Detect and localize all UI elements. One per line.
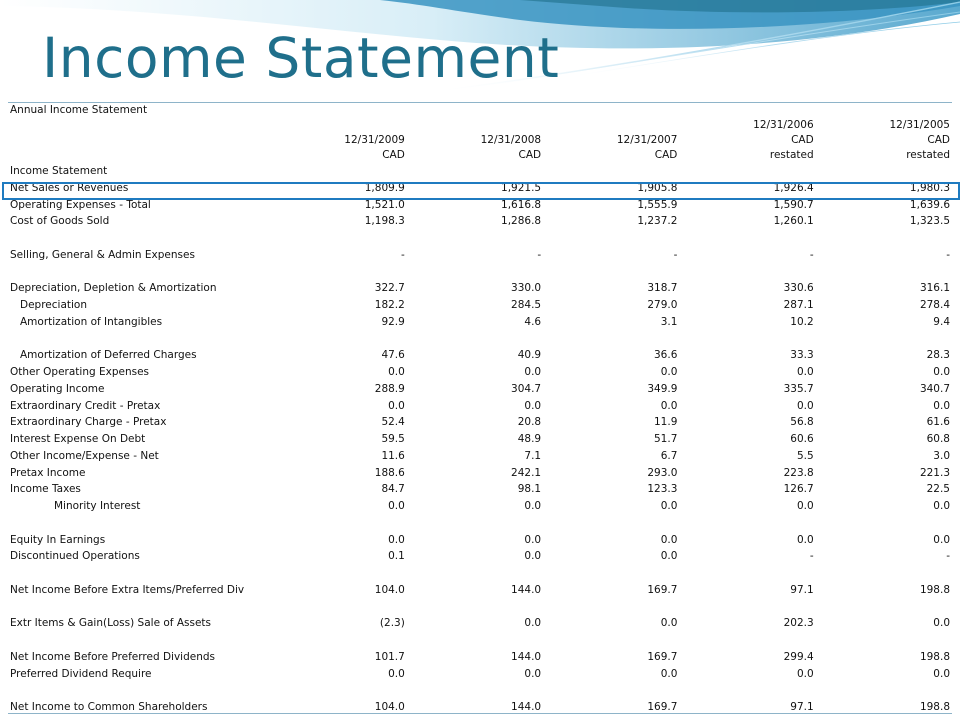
row-value: - — [809, 550, 814, 563]
row-value: 0.0 — [933, 399, 950, 412]
row-value: 0.1 — [388, 550, 405, 563]
row-value — [679, 565, 815, 582]
row-value: 0.0 — [796, 366, 814, 378]
blank-row — [8, 632, 952, 649]
row-label: Depreciation, Depletion & Amortization — [10, 282, 217, 295]
row-value: 316.1 — [919, 282, 950, 295]
row-value: 202.3 — [783, 617, 814, 630]
table-row — [8, 615, 952, 632]
row-value: 279.0 — [647, 299, 678, 311]
empty-cell — [679, 103, 815, 118]
row-label: Net Income to Common Shareholders — [10, 701, 208, 713]
row-value — [679, 230, 815, 247]
row-value: 0.0 — [660, 500, 678, 512]
empty-cell — [8, 148, 271, 163]
row-value: 1,980.3 — [909, 181, 950, 194]
row-value: 0.0 — [796, 399, 814, 412]
row-value: 59.5 — [381, 433, 405, 445]
column-header-date: CAD — [927, 134, 950, 146]
row-value: 3.0 — [933, 449, 950, 462]
row-value: 98.1 — [517, 483, 542, 496]
row-value — [407, 230, 543, 247]
row-label: Other Income/Expense - Net — [10, 449, 159, 462]
row-value: 182.2 — [374, 299, 405, 311]
row-value: 60.6 — [790, 433, 814, 445]
row-value — [271, 682, 407, 699]
blank-row — [8, 682, 952, 699]
row-value — [407, 599, 543, 616]
row-value: 144.0 — [511, 650, 542, 663]
row-label: Interest Expense On Debt — [10, 433, 146, 445]
table-row — [8, 213, 952, 230]
row-value — [816, 599, 952, 616]
row-value — [543, 682, 679, 699]
statement-heading: Annual Income Statement — [10, 104, 148, 116]
row-value: 104.0 — [374, 583, 405, 596]
row-value: - — [401, 248, 405, 261]
table-row — [8, 448, 952, 465]
row-value — [271, 565, 407, 582]
row-label — [8, 599, 271, 616]
row-value: 0.0 — [524, 667, 542, 680]
row-value: 0.0 — [388, 500, 405, 512]
row-value: 330.0 — [511, 282, 542, 295]
row-value: 60.8 — [926, 433, 950, 445]
column-header-top: 12/31/2006 — [753, 119, 814, 131]
column-header-date: 12/31/2008 — [480, 134, 542, 146]
row-value: 318.7 — [647, 282, 678, 295]
row-value: 0.0 — [388, 667, 405, 680]
row-value — [816, 230, 952, 247]
section-label-row — [8, 163, 952, 180]
row-value: 304.7 — [511, 382, 542, 395]
column-header-top — [543, 118, 679, 133]
row-label — [8, 264, 271, 281]
row-label: Preferred Dividend Require — [10, 667, 152, 680]
row-value: 1,237.2 — [637, 215, 678, 228]
slide-title: Income Statement — [42, 26, 560, 90]
table-row — [8, 297, 952, 314]
row-value: 0.0 — [388, 533, 405, 546]
empty-cell — [407, 163, 543, 180]
row-value — [543, 230, 679, 247]
row-value: 0.0 — [933, 533, 950, 546]
row-label: Depreciation — [20, 299, 87, 311]
row-value — [271, 264, 407, 281]
row-value: 1,809.9 — [364, 181, 405, 194]
row-value: 0.0 — [524, 366, 542, 378]
row-value: 0.0 — [796, 500, 814, 512]
row-value: 188.6 — [374, 466, 405, 479]
empty-cell — [816, 103, 952, 118]
row-value: 169.7 — [647, 701, 678, 713]
row-label: Selling, General & Admin Expenses — [10, 248, 195, 261]
row-label: Pretax Income — [10, 466, 86, 479]
row-value: 10.2 — [790, 315, 814, 328]
row-value: 1,555.9 — [637, 198, 678, 211]
row-value: 20.8 — [517, 416, 542, 429]
row-value — [543, 632, 679, 649]
row-value: 61.6 — [926, 416, 950, 429]
row-value: 47.6 — [381, 349, 405, 362]
empty-cell — [679, 163, 815, 180]
row-value: 0.0 — [388, 366, 405, 378]
row-value: 1,905.8 — [637, 181, 678, 194]
row-value: 3.1 — [660, 315, 678, 328]
row-value: 51.7 — [654, 433, 678, 445]
row-label: Operating Expenses - Total — [10, 198, 151, 211]
row-value: 104.0 — [374, 701, 405, 713]
row-value — [816, 264, 952, 281]
row-value: 6.7 — [660, 449, 678, 462]
row-value: 36.6 — [654, 349, 678, 362]
blank-row — [8, 599, 952, 616]
row-label: Other Operating Expenses — [10, 366, 150, 378]
row-value: 340.7 — [919, 382, 950, 395]
row-value: - — [946, 248, 950, 261]
row-value: 0.0 — [660, 550, 678, 563]
row-value: 0.0 — [660, 617, 678, 630]
row-value: 0.0 — [524, 617, 542, 630]
table-row — [8, 180, 952, 197]
table-row — [8, 532, 952, 549]
row-value — [816, 515, 952, 532]
income-statement-sheet — [8, 102, 952, 716]
column-header-date: CAD — [791, 134, 814, 146]
row-value: 330.6 — [783, 282, 814, 295]
row-value: 33.3 — [790, 349, 814, 362]
row-value: - — [537, 248, 542, 261]
empty-cell — [271, 163, 407, 180]
row-value: 97.1 — [790, 583, 814, 596]
row-label — [8, 682, 271, 699]
table-row — [8, 197, 952, 214]
row-value: 11.9 — [654, 416, 678, 429]
row-value: 101.7 — [374, 650, 405, 663]
table-row — [8, 381, 952, 398]
row-value — [271, 515, 407, 532]
row-value: 0.0 — [388, 399, 405, 412]
row-label — [8, 565, 271, 582]
row-label: Operating Income — [10, 382, 105, 395]
table-row — [8, 314, 952, 331]
row-label: Amortization of Intangibles — [20, 315, 163, 328]
row-value: 1,198.3 — [364, 215, 405, 228]
row-value — [543, 565, 679, 582]
row-value: 0.0 — [524, 550, 542, 563]
row-label: Discontinued Operations — [10, 550, 140, 563]
row-value — [407, 682, 543, 699]
column-header-currency: restated — [769, 149, 814, 161]
row-value: 322.7 — [374, 282, 405, 295]
row-value: 221.3 — [919, 466, 950, 479]
empty-cell — [543, 163, 679, 180]
row-value: 92.9 — [381, 315, 405, 328]
column-header-currency: restated — [906, 149, 950, 161]
row-value: 169.7 — [647, 583, 678, 596]
row-value: 0.0 — [933, 500, 950, 512]
row-value: 11.6 — [381, 449, 405, 462]
row-value — [543, 515, 679, 532]
empty-cell — [543, 103, 679, 118]
row-label: Extraordinary Charge - Pretax — [10, 416, 167, 429]
row-value: 1,323.5 — [909, 215, 950, 228]
row-value: 7.1 — [524, 449, 542, 462]
column-header-top: 12/31/2005 — [889, 119, 950, 131]
row-label: Extraordinary Credit - Pretax — [10, 399, 161, 412]
table-row — [8, 431, 952, 448]
row-label: Income Taxes — [10, 483, 81, 496]
row-value: 299.4 — [783, 650, 814, 663]
table-row — [8, 280, 952, 297]
row-value: 48.9 — [517, 433, 542, 445]
row-value — [679, 515, 815, 532]
row-value: 288.9 — [374, 382, 405, 395]
row-value: 0.0 — [796, 667, 814, 680]
table-row — [8, 347, 952, 364]
column-header-row-date — [8, 133, 952, 148]
row-value: 22.5 — [926, 483, 950, 496]
row-value: - — [809, 248, 814, 261]
blank-row — [8, 565, 952, 582]
row-value: 144.0 — [511, 583, 542, 596]
table-row — [8, 548, 952, 565]
blank-row — [8, 331, 952, 348]
column-header-currency: CAD — [654, 149, 678, 161]
row-value: 0.0 — [660, 533, 678, 546]
table-row — [8, 465, 952, 482]
row-value — [407, 565, 543, 582]
row-value — [543, 331, 679, 348]
row-value: 1,521.0 — [364, 198, 405, 211]
row-value: 97.1 — [790, 701, 814, 713]
row-value — [679, 632, 815, 649]
row-value: 198.8 — [919, 583, 950, 596]
row-value — [407, 264, 543, 281]
section-label: Income Statement — [10, 165, 108, 177]
table-row — [8, 364, 952, 381]
row-label: Extr Items & Gain(Loss) Sale of Assets — [10, 617, 212, 630]
column-header-date: 12/31/2007 — [616, 134, 678, 146]
empty-cell — [8, 133, 271, 148]
row-value: 1,921.5 — [501, 181, 542, 194]
row-label — [8, 632, 271, 649]
statement-heading-row — [8, 103, 952, 118]
income-statement-table — [8, 103, 952, 716]
row-value: 1,286.8 — [501, 215, 542, 228]
row-value: 1,639.6 — [909, 198, 950, 211]
row-value: 0.0 — [660, 667, 678, 680]
row-value: 56.8 — [790, 416, 814, 429]
row-value: - — [946, 550, 950, 563]
row-label: Net Income Before Extra Items/Preferred Div — [10, 583, 245, 596]
row-value: 0.0 — [933, 617, 950, 630]
row-value: 0.0 — [660, 399, 678, 412]
row-label: Minority Interest — [54, 500, 141, 512]
row-label — [8, 230, 271, 247]
row-value: 242.1 — [511, 466, 542, 479]
row-value: 0.0 — [524, 399, 542, 412]
row-value: 1,616.8 — [501, 198, 542, 211]
blank-row — [8, 515, 952, 532]
row-value — [271, 599, 407, 616]
row-value: 28.3 — [926, 349, 950, 362]
row-value — [679, 682, 815, 699]
row-value: (2.3) — [379, 617, 405, 630]
row-label: Net Sales or Revenues — [10, 181, 129, 194]
column-header-currency: CAD — [518, 149, 542, 161]
row-value — [816, 632, 952, 649]
row-value: 284.5 — [511, 299, 542, 311]
row-value: 198.8 — [919, 701, 950, 713]
row-label: Net Income Before Preferred Dividends — [10, 650, 215, 663]
column-header-date: 12/31/2009 — [344, 134, 405, 146]
row-value — [271, 632, 407, 649]
table-row — [8, 666, 952, 683]
column-header-row-top — [8, 118, 952, 133]
table-row — [8, 582, 952, 599]
row-value: 40.9 — [517, 349, 542, 362]
row-value: 0.0 — [933, 366, 950, 378]
row-value: 84.7 — [381, 483, 405, 496]
row-label: Amortization of Deferred Charges — [20, 349, 197, 362]
row-value — [816, 565, 952, 582]
row-value — [816, 331, 952, 348]
blank-row — [8, 230, 952, 247]
row-value: 1,926.4 — [773, 181, 814, 194]
row-value: 0.0 — [933, 667, 950, 680]
row-value: 287.1 — [783, 299, 814, 311]
row-value: 335.7 — [783, 382, 814, 395]
row-value: 4.6 — [524, 315, 542, 328]
row-value — [543, 599, 679, 616]
empty-cell — [407, 103, 543, 118]
row-value: 0.0 — [660, 366, 678, 378]
table-row — [8, 414, 952, 431]
row-value — [271, 230, 407, 247]
row-value: - — [673, 248, 678, 261]
row-value — [407, 331, 543, 348]
column-header-top — [271, 118, 407, 133]
row-value — [271, 331, 407, 348]
row-label — [8, 331, 271, 348]
row-value: 0.0 — [796, 533, 814, 546]
blank-row — [8, 264, 952, 281]
row-value: 52.4 — [381, 416, 405, 429]
row-label: Equity In Earnings — [10, 533, 106, 546]
row-value — [679, 599, 815, 616]
row-value — [816, 682, 952, 699]
row-value: 169.7 — [647, 650, 678, 663]
row-value — [679, 331, 815, 348]
table-row — [8, 247, 952, 264]
column-header-row-currency — [8, 148, 952, 163]
row-value: 349.9 — [647, 382, 678, 395]
column-header-currency: CAD — [382, 149, 405, 161]
table-row — [8, 481, 952, 498]
row-value: 278.4 — [919, 299, 950, 311]
table-row — [8, 649, 952, 666]
row-value — [407, 515, 543, 532]
row-value: 123.3 — [647, 483, 678, 496]
row-value — [543, 264, 679, 281]
row-value: 1,260.1 — [773, 215, 814, 228]
row-value: 0.0 — [524, 500, 542, 512]
row-value — [679, 264, 815, 281]
empty-cell — [8, 118, 271, 133]
row-value: 293.0 — [647, 466, 678, 479]
row-value: 144.0 — [511, 701, 542, 713]
table-row — [8, 398, 952, 415]
row-value: 126.7 — [783, 483, 814, 496]
empty-cell — [271, 103, 407, 118]
empty-cell — [816, 163, 952, 180]
bottom-rule — [8, 713, 952, 714]
column-header-top — [407, 118, 543, 133]
row-value: 1,590.7 — [773, 198, 814, 211]
row-value: 0.0 — [524, 533, 542, 546]
row-value: 223.8 — [783, 466, 814, 479]
row-value — [407, 632, 543, 649]
row-label: Cost of Goods Sold — [10, 215, 110, 228]
row-value: 9.4 — [933, 315, 950, 328]
row-value: 5.5 — [796, 449, 814, 462]
row-label — [8, 515, 271, 532]
table-row — [8, 498, 952, 515]
row-value: 198.8 — [919, 650, 950, 663]
